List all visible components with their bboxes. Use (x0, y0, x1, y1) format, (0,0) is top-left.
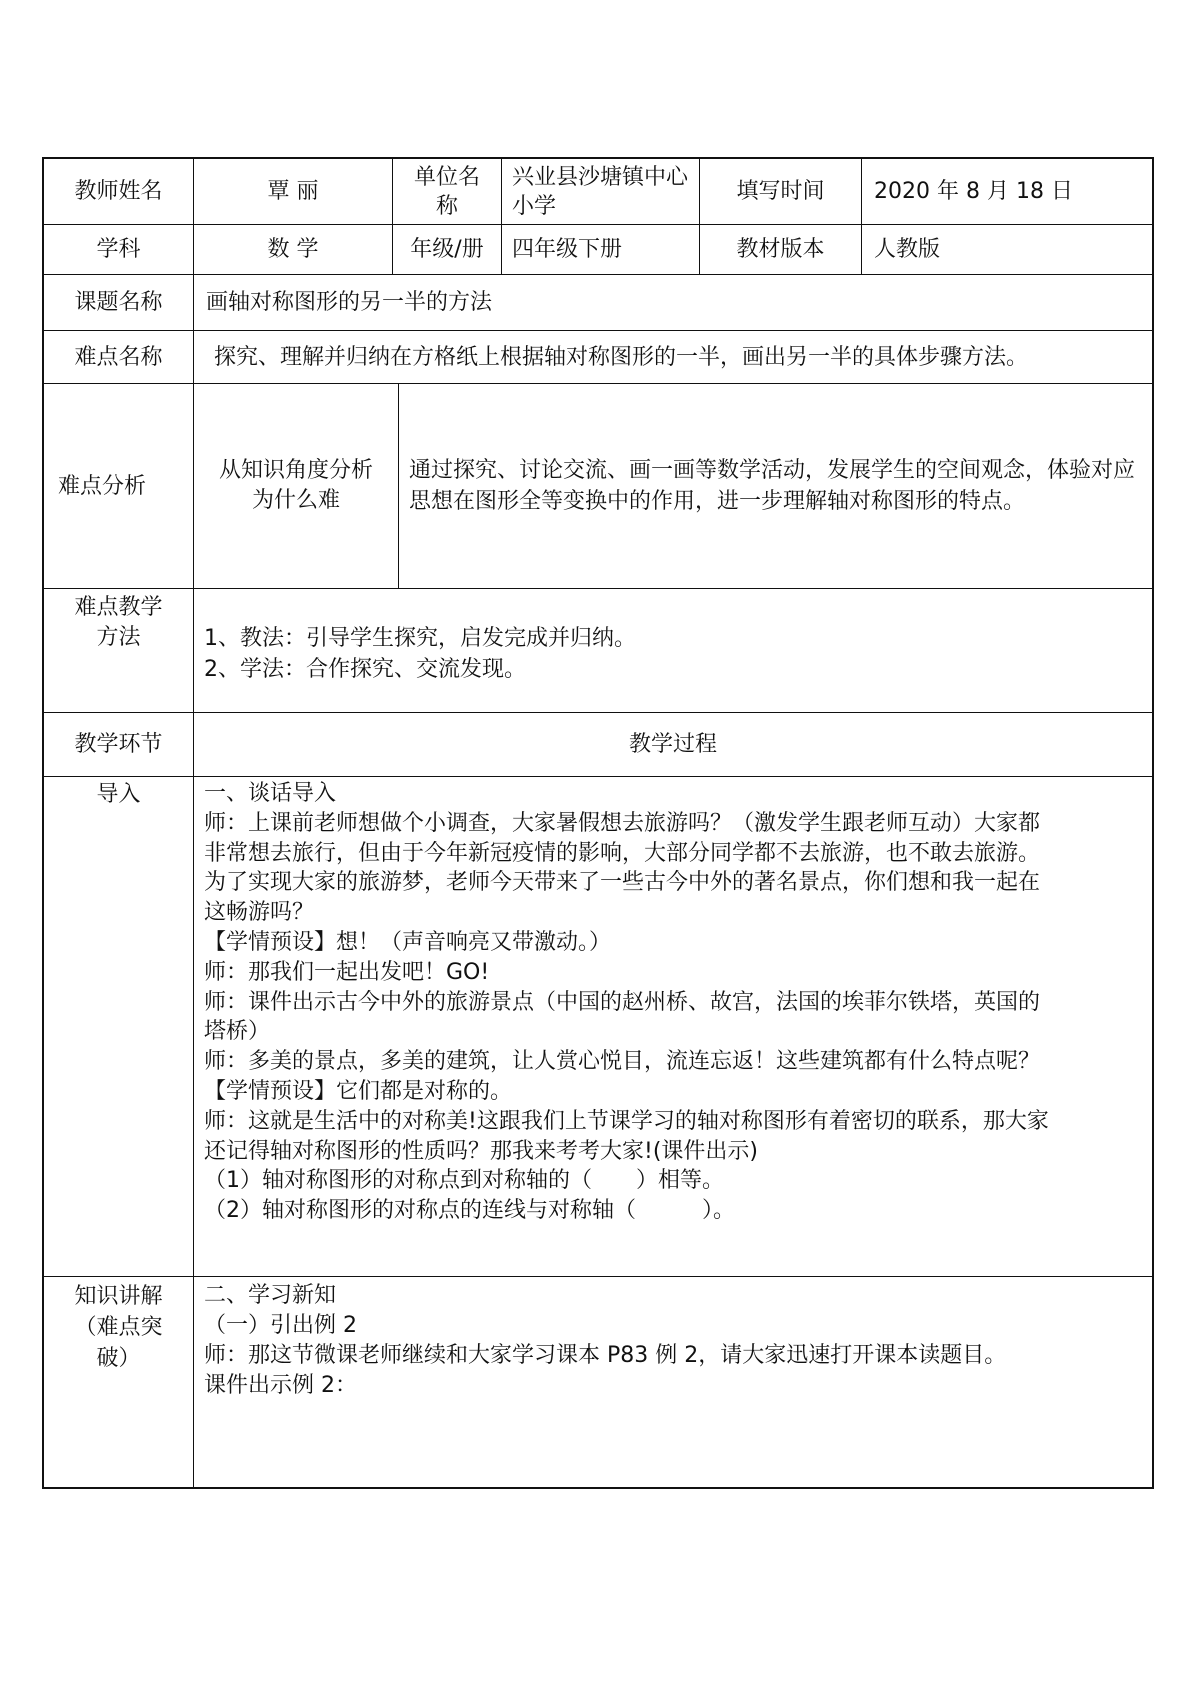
knowledge-line: （一）引出例 2 (204, 1313, 357, 1338)
intro-line: 【学情预设】想！（声音响亮又带激动。） (204, 929, 612, 955)
intro-line: 一、谈话导入 (204, 781, 337, 806)
unit-label: 单位名称 (413, 164, 480, 219)
teacher-value: 覃 丽 (267, 179, 319, 204)
subject-label: 学科 (96, 237, 141, 262)
textbook-value: 人教版 (874, 237, 941, 262)
knowledge-label: 知识讲解（难点突破） (74, 1284, 163, 1371)
intro-line: 还记得轴对称图形的性质吗？那我来考考大家!(课件出示) (204, 1138, 758, 1164)
knowledge-line: 课件出示例 2： (204, 1373, 357, 1398)
method-label: 难点教学方法 (74, 595, 163, 650)
process-stage-label: 教学环节 (74, 732, 163, 757)
fill-time-label: 填写时间 (736, 179, 825, 204)
process-title: 教学过程 (628, 732, 717, 757)
textbook-label: 教材版本 (736, 237, 825, 262)
method-line: 2、学法：合作探究、交流发现。 (204, 657, 526, 682)
difficulty-label: 难点名称 (74, 344, 163, 370)
intro-line: 师：多美的景点，多美的建筑，让人赏心悦目，流连忘返！这些建筑都有什么特点呢？ (204, 1049, 1041, 1075)
intro-line: 师：课件出示古今中外的旅游景点（中国的赵州桥、故宫，法国的埃菲尔铁塔，英国的 (204, 989, 1041, 1015)
analysis-label: 难点分析 (58, 473, 147, 499)
method-content (194, 589, 1152, 712)
grade-value: 四年级下册 (512, 237, 623, 262)
fill-time-value: 2020 年 8 月 18 日 (874, 179, 1073, 204)
unit-value: 兴业县沙塘镇中心小学 (512, 164, 689, 219)
knowledge-line: 师：那这节微课老师继续和大家学习课本 P83 例 2，请大家迅速打开课本读题目。 (204, 1343, 1007, 1368)
subject-value: 数 学 (267, 237, 319, 262)
analysis-sub-label: 从知识角度分析为什么难 (218, 458, 373, 513)
intro-line: （1）轴对称图形的对称点到对称轴的（ ）相等。 (204, 1168, 724, 1194)
teacher-label: 教师姓名 (74, 179, 163, 204)
topic-value: 画轴对称图形的另一半的方法 (206, 290, 493, 315)
intro-line: 塔桥） (204, 1019, 271, 1045)
intro-content (194, 777, 1152, 1276)
intro-line: 【学情预设】它们都是对称的。 (204, 1078, 513, 1104)
lesson-plan-table (42, 157, 1154, 1489)
knowledge-line: 二、学习新知 (204, 1283, 337, 1308)
topic-label: 课题名称 (74, 290, 163, 315)
analysis-value: 通过探究、讨论交流、画一画等数学活动，发展学生的空间观念，体验对应思想在图形全等变换中的作用，进一步理解轴对称图形的特点。 (409, 458, 1136, 514)
intro-line: 非常想去旅行，但由于今年新冠疫情的影响，大部分同学都不去旅游，也不敢去旅游。 (204, 840, 1041, 866)
intro-line: 师：那我们一起出发吧！GO! (204, 959, 490, 985)
knowledge-content (194, 1277, 1152, 1487)
intro-line: 师：上课前老师想做个小调查，大家暑假想去旅游吗？（激发学生跟老师互动）大家都 (204, 810, 1041, 836)
grade-label: 年级/册 (410, 237, 484, 262)
intro-line: 师：这就是生活中的对称美!这跟我们上节课学习的轴对称图形有着密切的联系，那大家 (204, 1108, 1049, 1134)
difficulty-value: 探究、理解并归纳在方格纸上根据轴对称图形的一半，画出另一半的具体步骤方法。 (214, 344, 1029, 370)
intro-label: 导入 (96, 782, 141, 807)
method-line: 1、教法：引导学生探究，启发完成并归纳。 (204, 626, 636, 651)
intro-line: 这畅游吗？ (204, 900, 315, 926)
intro-line: （2）轴对称图形的对称点的连线与对称轴（ ）。 (204, 1198, 735, 1224)
intro-line: 为了实现大家的旅游梦，老师今天带来了一些古今中外的著名景点，你们想和我一起在 (204, 870, 1041, 896)
